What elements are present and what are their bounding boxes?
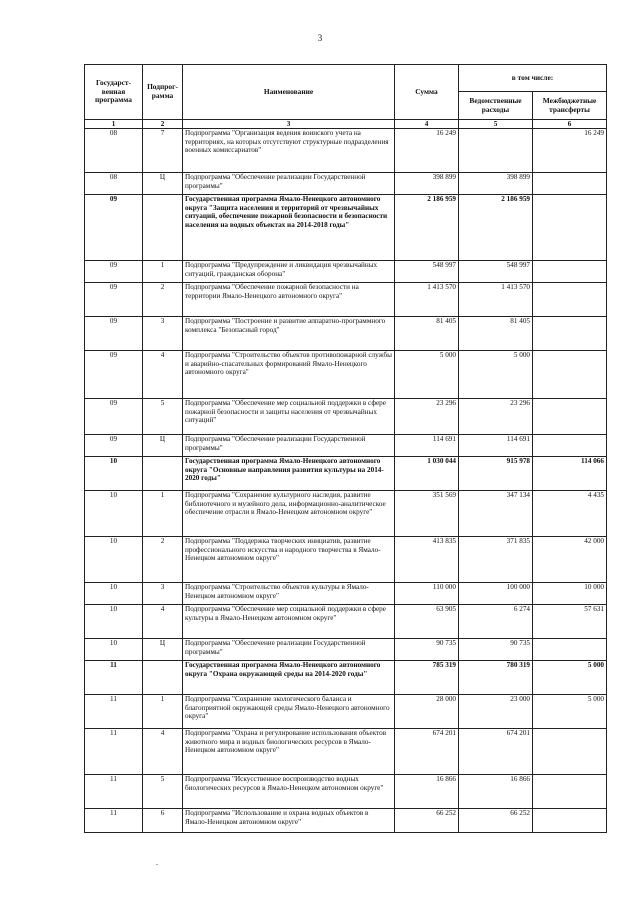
column-numbers-row <box>85 120 607 129</box>
column-number: 5 <box>459 120 533 129</box>
cell-name: Подпрограмма "Обеспечение мер социальной поддержки в сфере пожарной безопасности и защиты населения от чрезвычайных ситуаций" <box>183 399 395 435</box>
cell-program-code: 11 <box>85 695 143 729</box>
cell-subprogram-code: 3 <box>143 583 183 605</box>
cell-interbudget <box>533 351 607 399</box>
cell-name: Подпрограмма "Обеспечение пожарной безопасности на территории Ямало-Ненецкого автономного округа" <box>183 283 395 317</box>
table-row <box>85 661 607 695</box>
table-row <box>85 283 607 317</box>
cell-name: Подпрограмма "Обеспечение реализации Государственной программы" <box>183 639 395 661</box>
cell-departmental: 915 978 <box>459 457 533 491</box>
table-row <box>85 583 607 605</box>
stray-mark: . <box>156 858 158 867</box>
cell-sum: 114 691 <box>395 435 459 457</box>
cell-interbudget: 57 631 <box>533 605 607 639</box>
cell-subprogram-code: 6 <box>143 809 183 833</box>
cell-name: Государственная программа Ямало-Ненецкого автономного округа "Основные направления развития культуры на 2014-2020 годы" <box>183 457 395 491</box>
table-row <box>85 195 607 261</box>
cell-program-code: 09 <box>85 261 143 283</box>
cell-subprogram-code: 3 <box>143 317 183 351</box>
cell-name: Подпрограмма "Обеспечение мер социальной поддержки в сфере культуры в Ямало-Ненецком автономном округе" <box>183 605 395 639</box>
table-row <box>85 537 607 583</box>
cell-sum: 28 000 <box>395 695 459 729</box>
cell-interbudget <box>533 775 607 809</box>
cell-departmental: 16 866 <box>459 775 533 809</box>
cell-subprogram-code: 4 <box>143 605 183 639</box>
cell-sum: 16 249 <box>395 129 459 173</box>
cell-interbudget <box>533 729 607 775</box>
cell-sum: 110 000 <box>395 583 459 605</box>
cell-departmental: 674 201 <box>459 729 533 775</box>
cell-subprogram-code <box>143 661 183 695</box>
cell-name: Подпрограмма "Охрана и регулирование использования объектов животного мира и водных биологических ресурсов в Ямало-Ненецком автономном округе" <box>183 729 395 775</box>
table-row <box>85 695 607 729</box>
cell-name: Подпрограмма "Построение и развитие аппаратно-программного комплекса "Безопасный город" <box>183 317 395 351</box>
cell-program-code: 09 <box>85 317 143 351</box>
cell-subprogram-code: 4 <box>143 351 183 399</box>
cell-program-code: 10 <box>85 491 143 537</box>
cell-name: Подпрограмма "Использование и охрана водных объектов в Ямало-Ненецком автономном округе" <box>183 809 395 833</box>
table-row <box>85 317 607 351</box>
table-row <box>85 809 607 833</box>
cell-program-code: 10 <box>85 639 143 661</box>
column-number: 6 <box>533 120 607 129</box>
table-row <box>85 729 607 775</box>
header-interbudget: Межбюджетные трансферты <box>533 92 607 120</box>
cell-subprogram-code: 1 <box>143 261 183 283</box>
cell-name: Подпрограмма "Строительство объектов противопожарной службы и аварийно-спасательных формирований Ямало-Ненецкого автономного округа" <box>183 351 395 399</box>
cell-program-code: 11 <box>85 775 143 809</box>
cell-subprogram-code: 7 <box>143 129 183 173</box>
cell-departmental: 5 000 <box>459 351 533 399</box>
header-departmental: Ведомственные расходы <box>459 92 533 120</box>
header-program: Государст-венная программа <box>85 65 143 120</box>
table-row <box>85 639 607 661</box>
cell-departmental: 398 899 <box>459 173 533 195</box>
cell-interbudget: 16 249 <box>533 129 607 173</box>
cell-name: Государственная программа Ямало-Ненецкого автономного округа "Защита населения и территорий от чрезвычайных ситуаций, обеспечение пожарной безопасности и безопасности населения на водных объектах на 2014-2018 годы" <box>183 195 395 261</box>
table-row <box>85 261 607 283</box>
header-name: Наименование <box>183 65 395 120</box>
cell-program-code: 10 <box>85 537 143 583</box>
cell-interbudget: 114 066 <box>533 457 607 491</box>
cell-interbudget: 10 000 <box>533 583 607 605</box>
cell-subprogram-code: Ц <box>143 173 183 195</box>
column-number: 4 <box>395 120 459 129</box>
cell-departmental: 90 735 <box>459 639 533 661</box>
cell-departmental: 780 319 <box>459 661 533 695</box>
header-sum: Сумма <box>395 65 459 120</box>
cell-interbudget <box>533 195 607 261</box>
cell-sum: 5 000 <box>395 351 459 399</box>
cell-program-code: 10 <box>85 457 143 491</box>
cell-name: Подпрограмма "Обеспечение реализации Государственной программы" <box>183 435 395 457</box>
cell-name: Подпрограмма "Сохранение экологического баланса и благоприятной окружающей среды Ямало-Ненецкого автономного округа" <box>183 695 395 729</box>
cell-subprogram-code <box>143 457 183 491</box>
cell-interbudget <box>533 809 607 833</box>
cell-program-code: 11 <box>85 809 143 833</box>
cell-sum: 351 569 <box>395 491 459 537</box>
cell-subprogram-code: Ц <box>143 639 183 661</box>
cell-interbudget <box>533 261 607 283</box>
cell-program-code: 09 <box>85 351 143 399</box>
cell-departmental: 100 000 <box>459 583 533 605</box>
column-number: 1 <box>85 120 143 129</box>
cell-program-code: 08 <box>85 173 143 195</box>
table-row <box>85 491 607 537</box>
header-subprogram: Подпрог-рамма <box>143 65 183 120</box>
cell-program-code: 09 <box>85 283 143 317</box>
cell-departmental: 1 413 570 <box>459 283 533 317</box>
cell-sum: 81 405 <box>395 317 459 351</box>
cell-interbudget <box>533 639 607 661</box>
cell-name: Подпрограмма "Организация ведения воинского учета на территориях, на которых отсутствуют структурные подразделения военных комиссариатов" <box>183 129 395 173</box>
cell-program-code: 09 <box>85 435 143 457</box>
cell-interbudget: 5 000 <box>533 695 607 729</box>
cell-subprogram-code: 2 <box>143 537 183 583</box>
cell-departmental: 6 274 <box>459 605 533 639</box>
cell-program-code: 08 <box>85 129 143 173</box>
cell-name: Подпрограмма "Искусственное воспроизводство водных биологических ресурсов в Ямало-Ненецком автономном округе" <box>183 775 395 809</box>
cell-departmental: 81 405 <box>459 317 533 351</box>
cell-name: Подпрограмма "Предупреждение и ликвидация чрезвычайных ситуаций, гражданская оборона" <box>183 261 395 283</box>
cell-departmental: 66 252 <box>459 809 533 833</box>
column-number: 2 <box>143 120 183 129</box>
cell-sum: 66 252 <box>395 809 459 833</box>
cell-subprogram-code: 1 <box>143 695 183 729</box>
table-row <box>85 457 607 491</box>
cell-sum: 23 296 <box>395 399 459 435</box>
cell-name: Государственная программа Ямало-Ненецкого автономного округа "Охрана окружающей среды на 2014-2020 годы" <box>183 661 395 695</box>
cell-sum: 1 413 570 <box>395 283 459 317</box>
cell-sum: 785 319 <box>395 661 459 695</box>
cell-interbudget: 42 000 <box>533 537 607 583</box>
cell-departmental: 114 691 <box>459 435 533 457</box>
cell-interbudget: 4 435 <box>533 491 607 537</box>
cell-sum: 16 866 <box>395 775 459 809</box>
cell-departmental: 2 186 959 <box>459 195 533 261</box>
cell-subprogram-code <box>143 195 183 261</box>
cell-departmental: 371 835 <box>459 537 533 583</box>
cell-program-code: 11 <box>85 729 143 775</box>
cell-sum: 90 735 <box>395 639 459 661</box>
cell-sum: 398 899 <box>395 173 459 195</box>
cell-departmental <box>459 129 533 173</box>
cell-subprogram-code: Ц <box>143 435 183 457</box>
table-row <box>85 435 607 457</box>
cell-name: Подпрограмма "Строительство объектов культуры в Ямало-Ненецком автономном округе" <box>183 583 395 605</box>
cell-interbudget <box>533 399 607 435</box>
cell-program-code: 09 <box>85 399 143 435</box>
table-row <box>85 173 607 195</box>
cell-subprogram-code: 4 <box>143 729 183 775</box>
column-number: 3 <box>183 120 395 129</box>
cell-interbudget <box>533 435 607 457</box>
cell-departmental: 347 134 <box>459 491 533 537</box>
cell-interbudget: 5 000 <box>533 661 607 695</box>
cell-subprogram-code: 2 <box>143 283 183 317</box>
cell-interbudget <box>533 317 607 351</box>
cell-departmental: 23 000 <box>459 695 533 729</box>
budget-table <box>84 64 607 833</box>
cell-name: Подпрограмма "Обеспечение реализации Государственной программы" <box>183 173 395 195</box>
cell-interbudget <box>533 283 607 317</box>
cell-departmental: 548 997 <box>459 261 533 283</box>
cell-sum: 1 030 044 <box>395 457 459 491</box>
table-row <box>85 399 607 435</box>
cell-sum: 548 997 <box>395 261 459 283</box>
cell-subprogram-code: 5 <box>143 775 183 809</box>
cell-subprogram-code: 5 <box>143 399 183 435</box>
table-body <box>85 129 607 833</box>
cell-departmental: 23 296 <box>459 399 533 435</box>
cell-sum: 413 835 <box>395 537 459 583</box>
table-row <box>85 351 607 399</box>
cell-sum: 674 201 <box>395 729 459 775</box>
cell-program-code: 09 <box>85 195 143 261</box>
cell-program-code: 10 <box>85 605 143 639</box>
cell-name: Подпрограмма "Сохранение культурного наследия, развитие библиотечного и музейного дела, информационно-аналитическое обеспечение отрасли в Ямало-Ненецком автономном округе" <box>183 491 395 537</box>
cell-program-code: 10 <box>85 583 143 605</box>
cell-interbudget <box>533 173 607 195</box>
table-row <box>85 775 607 809</box>
cell-name: Подпрограмма "Поддержка творческих инициатив, развитие профессионального искусства и народного творчества в Ямало-Ненецком автономном округе" <box>183 537 395 583</box>
cell-sum: 63 905 <box>395 605 459 639</box>
cell-program-code: 11 <box>85 661 143 695</box>
table-row <box>85 129 607 173</box>
page-number: 3 <box>317 33 323 43</box>
table-row <box>85 605 607 639</box>
cell-sum: 2 186 959 <box>395 195 459 261</box>
header-including: в том числе: <box>459 65 607 92</box>
cell-subprogram-code: 1 <box>143 491 183 537</box>
